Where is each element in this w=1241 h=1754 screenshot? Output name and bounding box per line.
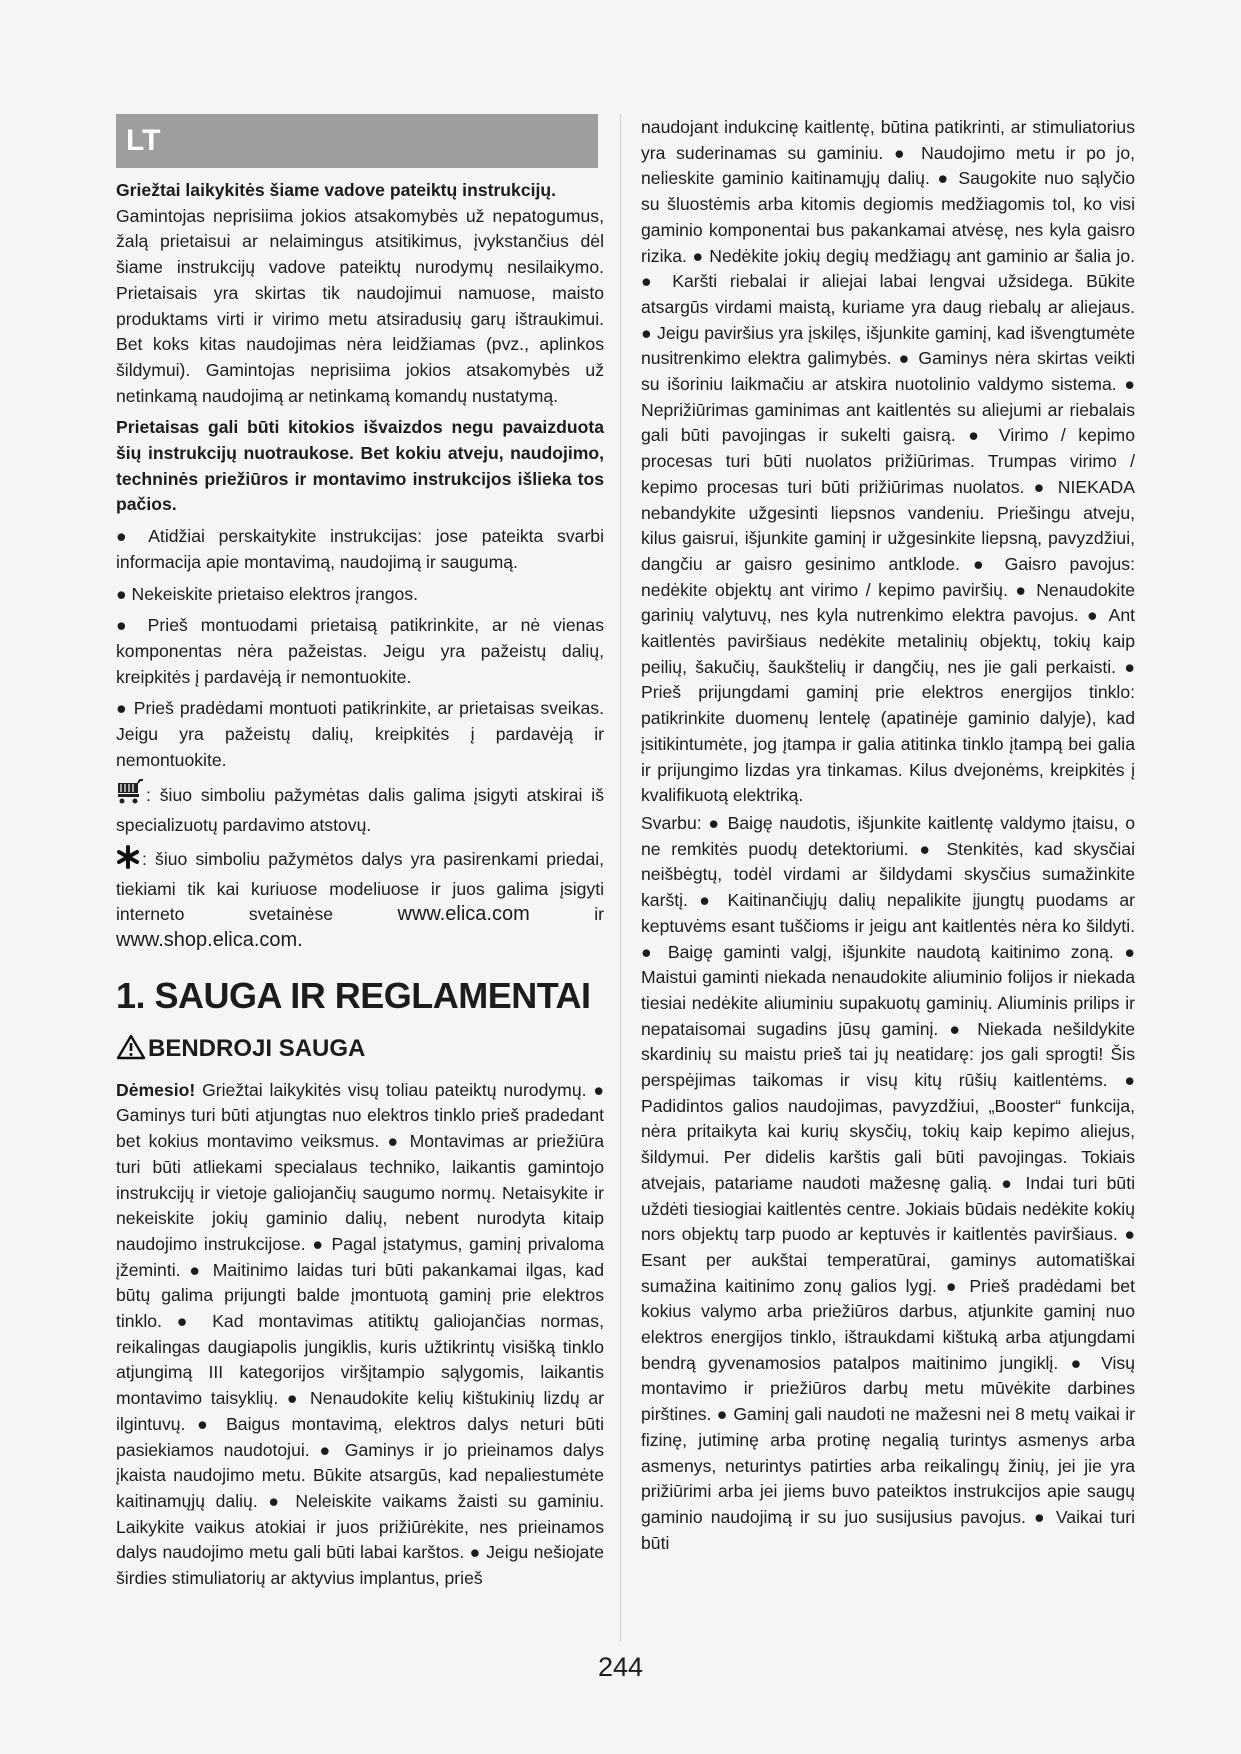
attention-label: Dėmesio! <box>116 1079 196 1100</box>
left-column <box>116 178 604 1598</box>
page-number: 244 <box>597 1652 644 1682</box>
section-title: 1. SAUGA IR REGLAMENTAI <box>116 974 591 1016</box>
shop-website-link[interactable]: www.shop.elica.com. <box>116 928 303 951</box>
language-tag-bar <box>116 114 598 168</box>
manufacturer-disclaimer: Gamintojas neprisiima jokios atsakomybės už nepatogumus, žalą prietaisui ar nelaimingus atsitikimus, įvykstančius dėl šiame instrukcijų vadove pateiktų nurodymų nesilaikymo. Prietaisais yra skirtas tik naudojimui namuose, maisto produktams virti ir virimo metu atsiradusių garų ištraukimui. Bet koks kitas naudojimas nėra leidžiamas (pvz., aplinkos šildymui). Gamintojas neprisiima jokios atsakomybės už netinkamą naudojimą ar netinkamą komandų nustatymą. <box>116 205 604 406</box>
cart-symbol-note: : šiuo simboliu pažymėtas dalis galima įsigyti atskirai iš specializuotų pardavimo atstovų. <box>116 779 604 838</box>
column-divider <box>620 114 621 1642</box>
right-column <box>641 115 1135 1562</box>
important-notes-text: Svarbu: ● Baigę naudotis, išjunkite kaitlentę valdymo įtaisu, o ne remkitės puodų detektoriumi. ● Stenkitės, kad skysčiai neišbėgtų, todėl virdami ar šildydami skysčius sumažinkite karštį. ● Kaitinančiųjų dalių nepalikite įjungtų puodams ar keptuvėms esant tuščioms ir jeigu ant kaitlentės nėra ko šildyti. ● Baigę gaminti valgį, išjunkite naudotą kaitinimo zoną. ● Maistui gaminti niekada nenaudokite aliuminio folijos ir niekada tiesiai nedėkite aliuminiu supakuotų gaminių. Aliuminis prilips ir nepataisomai sugadins jūsų gaminį. ● Niekada nešildykite skardinių su maistu prieš tai jų neatidarę: jos gali sprogti! Šis perspėjimas taikomas ir visų kitų rūšių kaitlentėms. ● Padidintos galios naudojimas, pavyzdžiui, „Booster“ funkcija, nėra pritaikyta kai kurių skysčių, tokių kaip kepimo aliejus, šildymui. Per didelis karštis gali būti pavojingas. Tokiais atvejais, patariame naudoti mažesnę galią. ● Indai turi būti uždėti tiesiogiai kaitlentės centre. Jokiais būdais nedėkite kokių nors objektų tarp puodo ar keptuvės ir kaitlentės paviršiaus. ● Esant per aukštai temperatūrai, gaminys automatiškai sumažina kaitinimo zonų galios lygį. ● Prieš pradėdami bet kokius valymo arba priežiūros darbus, atjunkite gaminį nuo elektros energijos tinklo, ištraukdami kištuką arba atjungdami bendrą gyvenamosios patalpos maitinimo jungiklį. ● Visų montavimo ir priežiūros darbų metu mūvėkite darbines pirštines. ● Gaminį gali naudoti ne mažesni nei 8 metų vaikai ir fizinę, jutiminę arba protinę negalią turintys asmenys arba asmenys, neturintys patirties arba reikalingų žinių, jei jie yra prižiūrimi arba jei jiems buvo pateiktos instrukcijos apie saugų gaminio naudojimą ir su juo susijusius pavojus. ● Vaikai turi būti <box>641 812 1135 1553</box>
bullet-check-components: ● Prieš montuodami prietaisą patikrinkite, ar nė vienas komponentas nėra pažeistas. Jeigu yra pažeistų dalių, kreipkitės į pardavėją ir nemontuokite. <box>116 615 604 687</box>
safety-continued-text: naudojant indukcinę kaitlentę, būtina patikrinti, ar stimuliatorius yra suderinamas su gaminiu. ● Naudojimo metu ir po jo, nelieskite gaminio kaitinamųjų dalių. ● Saugokite nuo sąlyčio su šluostėmis arba kitomis degiomis medžiagomis tol, ko visi gaminio komponentai bus pakankamai atvėsę, nes kyla gaisro rizika. ● Nedėkite jokių degių medžiagų ant gaminio ar šalia jo. ● Karšti riebalai ir aliejai labai lengvai užsidega. Būkite atsargūs virdami maistą, kuriame yra daug riebalų ar aliejaus. ● Jeigu paviršius yra įskilęs, išjunkite gaminį, kad išvengtumėte nusitrenkimo elektra galimybės. ● Gaminys nėra skirtas veikti su išoriniu laikmačiu ar atskira nuotolinio valdymo sistema. ● Neprižiūrimas gaminimas ant kaitlentės su aliejumi ar riebalais gali būti pavojingas ir sukelti gaisrą. ● Virimo / kepimo procesas turi būti nuolatos prižiūrimas. Trumpas virimo / kepimo procesas turi būti prižiūrimas nuolatos. ● NIEKADA nebandykite užgesinti liepsnos vandeniu. Priešingu atveju, kilus gaisrui, išjunkite gaminį ir užgesinkite liepsną, pavyzdžiui, dangčiu ar gaisro gesinimo antklode. ● Gaisro pavojus: nedėkite objektų ant virimo / kepimo paviršių. ● Nenaudokite garinių valytuvų, nes kyla nutrenkimo elektra pavojus. ● Ant kaitlentės paviršiaus nedėkite metalinių objektų, tokių kaip peilių, šakučių, šaukštelių ir dangčių, nes jie gali perkaisti. ● Prieš prijungdami gaminį prie elektros energijos tinklo: patikrinkite duomenų lentelę (apatinėje gaminio dalyje), kad įsitikintumėte, jog įtampa ir galia atitinka tinklo įtampą bei galia ir prijungimo lizdas yra tinkamas. Kilus dvejonėms, kreipkitės į kvalifikuotą elektriką. <box>641 117 1135 806</box>
bullet-no-modify: ● Nekeiskite prietaiso elektros įrangos. <box>116 583 419 604</box>
general-safety-text: Dėmesio! Griežtai laikykitės visų toliau pateiktų nurodymų. ● Gaminys turi būti atjungtas nuo elektros tinklo prieš pradedant bet kokius montavimo veiksmus. ● Montavimas ar priežiūra turi būti atliekami specialaus techniko, laikantis gamintojo instrukcijų ir vietoje galiojančių saugumo normų. Netaisykite ir nekeiskite jokių gaminio dalių, nebent nurodyta kitaip naudojimo instrukcijose. ● Pagal įstatymus, gaminį privaloma įžeminti. ● Maitinimo laidas turi būti pakankamai ilgas, kad būtų galima prijungti balde įmontuotą gaminį prie elektros tinklo. ● Kad montavimas atitiktų galiojančias normas, reikalingas daugiapolis jungiklis, kuris užtikrintų visišką tinklo atjungimą III kategorijos viršįtampio sąlygomis, laikantis montavimo taisyklių. ● Nenaudokite kelių kištukinių lizdų ar ilgintuvų. ● Baigus montavimą, elektros dalys neturi būti pasiekiamos naudotojui. ● Gaminys ir jo prieinamos dalys įkaista naudojimo metu. Būkite atsargūs, kad nepaliestumėte kaitinamųjų dalių. ● Neleiskite vaikams žaisti su gaminiu. Laikykite vaikus atokiai ir juos prižiūrėkite, nes prieinamos dalys naudojimo metu gali būti labai karštos. ● Jeigu nešiojate širdies stimuliatorių ar aktyvius implantus, prieš <box>116 1079 604 1589</box>
warning-triangle-icon <box>116 1034 146 1070</box>
star-symbol-note: : šiuo simboliu pažymėtos dalys yra pasirenkami priedai, tiekiami tik kai kuriuose modeliuose ir juos galima įsigyti interneto svetainėse www.elica.com ir www.shop.elica.com. <box>116 845 604 954</box>
bullet-read-instructions: ● Atidžiai perskaitykite instrukcijas: jose pateikta svarbi informacija apie montavimą, naudojimą ir saugumą. <box>116 526 604 572</box>
language-tag: LT <box>126 124 161 157</box>
shopping-cart-icon <box>116 779 144 813</box>
website-link[interactable]: www.elica.com <box>397 903 530 926</box>
bullet-check-device: ● Prieš pradėdami montuoti patikrinkite, ar prietaisas sveikas. Jeigu yra pažeistų dalių, kreipkitės į pardavėją ir nemontuokite. <box>116 698 604 770</box>
subsection-title: BENDROJI SAUGA <box>116 1032 604 1070</box>
appearance-note: Prietaisas gali būti kitokios išvaizdos negu pavaizduota šių instrukcijų nuotraukose. Bet kokiu atveju, naudojimo, techninės priežiūros ir montavimo instrukcijos išlieka tos pačios. <box>116 417 604 515</box>
asterisk-icon <box>116 845 140 877</box>
intro-instruction: Griežtai laikykitės šiame vadove pateiktų instrukcijų. <box>116 180 557 200</box>
